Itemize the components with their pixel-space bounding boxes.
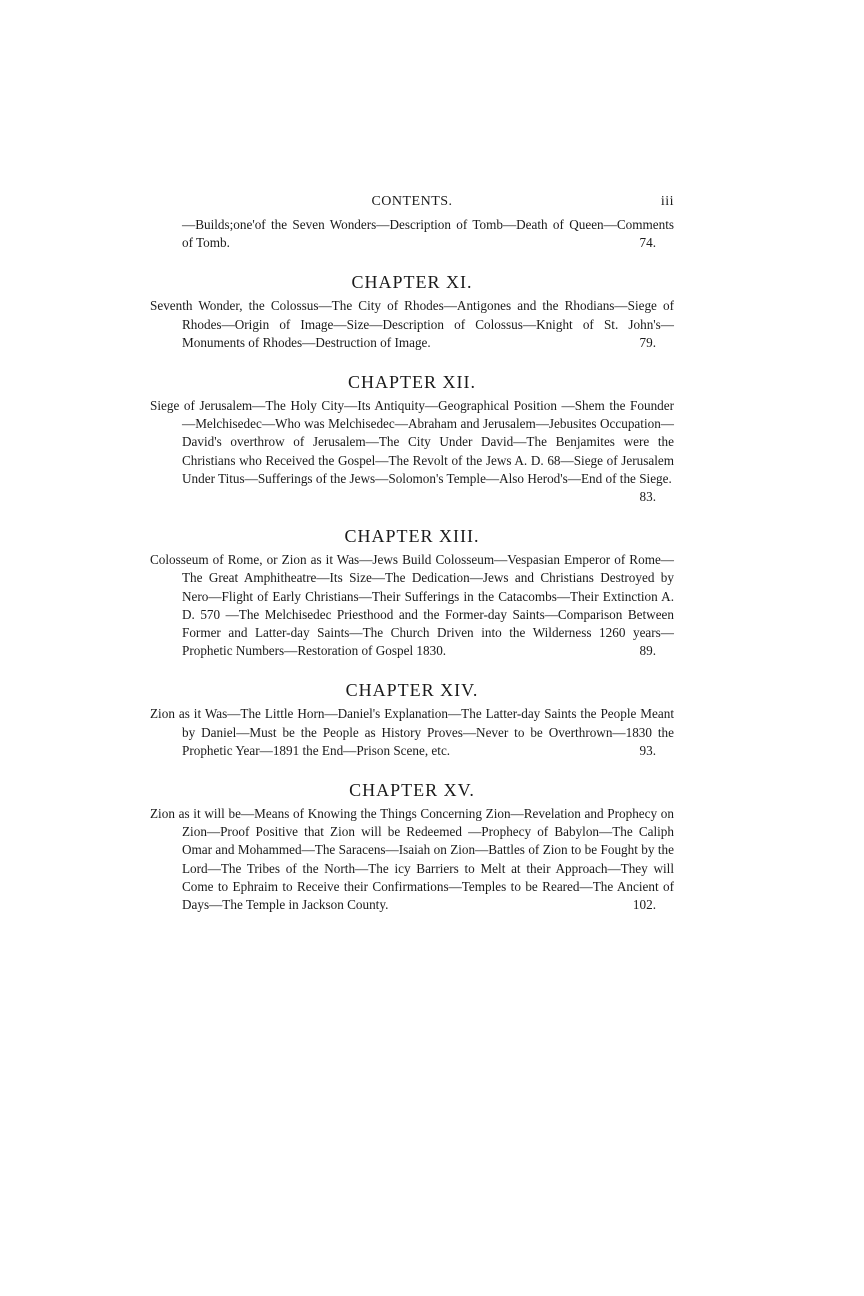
entry-page: 79. xyxy=(639,334,656,350)
chapter-heading-xiii: CHAPTER XIII. xyxy=(344,526,480,547)
chapter-heading-xiv: CHAPTER XIV. xyxy=(345,680,479,701)
entry-text: Colosseum of Rome, or Zion as it Was—Jews Build Colosseum—Vespasian Emperor of Rome—The Great Amphitheatre—Its Size—The Dedication—Jews and Christians Destroyed by Nero—Flight of Early Christians—Their Sufferings in the Catacombs—Their Extinction A. D. 570 —The Melchisedec Priesthood and the Former-day Saints—Comparison Between Former and Latter-day Saints—The Church Driven into the Wilderness 1260 years—Prophetic Numbers—Restoration of Gospel 1830. xyxy=(150,552,674,659)
chapter-heading-xii: CHAPTER XII. xyxy=(348,372,476,393)
chapter-heading-xi: CHAPTER XI. xyxy=(351,272,473,293)
entry-page: 74. xyxy=(639,235,656,251)
entry-text: —Builds;one'of the Seven Wonders—Description of Tomb—Death of Queen—Comments of Tomb. xyxy=(182,217,674,251)
page-number: iii xyxy=(660,194,674,209)
entry-text: Seventh Wonder, the Colossus—The City of Rhodes—Antigones and the Rhodians—Siege of Rhodes—Origin of Image—Size—Description of Colossus—Knight of St. John's—Monuments of Rhodes—Destruction of Image. xyxy=(150,298,674,350)
contents-entry-chapter-xi xyxy=(150,297,674,352)
entry-page: 89. xyxy=(639,643,656,659)
contents-entry-chapter-xii xyxy=(150,397,674,506)
running-head xyxy=(150,190,674,216)
contents-entry-chapter-xiv xyxy=(150,705,674,760)
entry-page: 83. xyxy=(639,489,656,505)
entry-text: Zion as it Was—The Little Horn—Daniel's Explanation—The Latter-day Saints the People Meant by Daniel—Must be the People as History Proves—Never to be Overthrown—1830 the Prophetic Year—1891 the End—Prison Scene, etc. xyxy=(150,706,674,758)
entry-text: Zion as it will be—Means of Knowing the Things Concerning Zion—Revelation and Prophecy on Zion—Proof Positive that Zion will be Redeemed —Prophecy of Babylon—The Caliph Omar and Mohammed—The Saracens—Isaiah on Zion—Battles of Zion to be Fought by the Lord—The Tribes of the North—The icy Barriers to Melt at their Approach—They will Come to Ephraim to Receive their Confirmations—Temples to be Reared—The Ancient of Days—The Temple in Jackson County. xyxy=(150,806,674,913)
entry-page: 102. xyxy=(632,897,656,913)
page-title: CONTENTS. xyxy=(371,194,453,209)
entry-page: 93. xyxy=(639,742,656,758)
contents-page xyxy=(150,190,674,914)
contents-entry-chapter-xiii xyxy=(150,551,674,660)
chapter-heading-xv: CHAPTER XV. xyxy=(349,780,475,801)
entry-text: Siege of Jerusalem—The Holy City—Its Antiquity—Geographical Position —Shem the Founder—Melchisedec—Who was Melchisedec—Abraham and Jerusalem—Jebusites Occupation—David's overthrow of Jerusalem—The City Under David—The Benjamites were the Christians who Received the Gospel—The Revolt of the Jews A. D. 68—Siege of Jerusalem Under Titus—Sufferings of the Jews—Solomon's Temple—Also Herod's—End of the Siege. xyxy=(150,398,674,486)
contents-entry-chapter-xv xyxy=(150,805,674,914)
contents-entry-continuation xyxy=(150,216,674,252)
